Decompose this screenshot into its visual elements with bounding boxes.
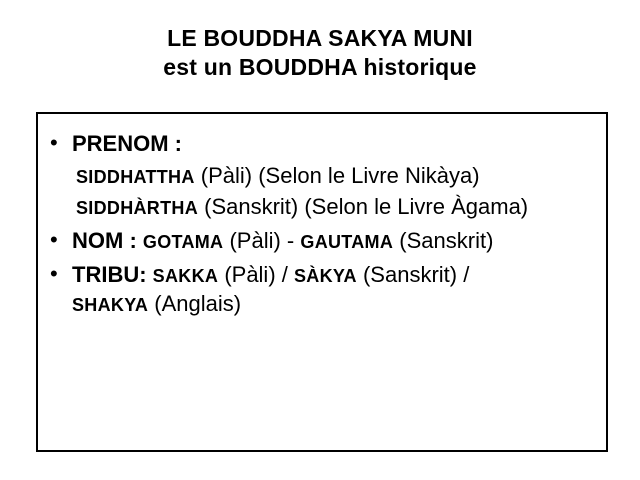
term-siddhartha-note: (Sanskrit) (Selon le Livre Àgama)	[204, 193, 529, 219]
bullet-icon: •	[50, 261, 58, 287]
content-box	[36, 112, 608, 452]
term-gautama: GAUTAMA	[300, 231, 394, 252]
title-line-1: LE BOUDDHA SAKYA MUNI	[167, 25, 473, 51]
list-item	[48, 130, 596, 159]
prenom-subline-1	[48, 161, 596, 190]
list-item	[48, 227, 596, 256]
list-item-body	[72, 227, 596, 256]
term-sakka-note: (Pàli) /	[224, 262, 288, 288]
term-shakya: SHAKYA	[72, 294, 149, 315]
list-item	[48, 261, 596, 318]
tribu-wrap-line	[72, 290, 596, 319]
prenom-label: PRENOM :	[72, 131, 182, 156]
term-siddhattha-note: (Pàli) (Selon le Livre Nikàya)	[200, 162, 480, 188]
term-gautama-note: (Sanskrit)	[399, 227, 494, 253]
nom-line	[72, 227, 596, 256]
bullet-icon: •	[50, 226, 58, 252]
tribu-line	[72, 261, 596, 290]
nom-label: NOM :	[72, 227, 137, 253]
term-gotama: GOTAMA	[142, 231, 224, 252]
bullet-icon: •	[50, 130, 58, 155]
term-siddhartha: SIDDHÀRTHA	[76, 197, 198, 218]
term-siddhattha: SIDDHATTHA	[76, 166, 195, 187]
prenom-subline-2	[48, 192, 596, 221]
list-item-body	[72, 130, 596, 159]
slide-title	[0, 0, 640, 83]
term-gotama-note: (Pàli) -	[229, 227, 295, 253]
term-sakka: SAKKA	[152, 266, 219, 287]
tribu-label: TRIBU:	[72, 262, 147, 288]
term-shakya-note: (Anglais)	[154, 290, 242, 316]
title-line-2: est un BOUDDHA historique	[163, 54, 477, 81]
term-sakya: SÀKYA	[294, 266, 357, 287]
list-item-body	[72, 261, 596, 318]
list-item-label	[72, 130, 596, 159]
term-sakya-note: (Sanskrit) /	[362, 262, 470, 288]
